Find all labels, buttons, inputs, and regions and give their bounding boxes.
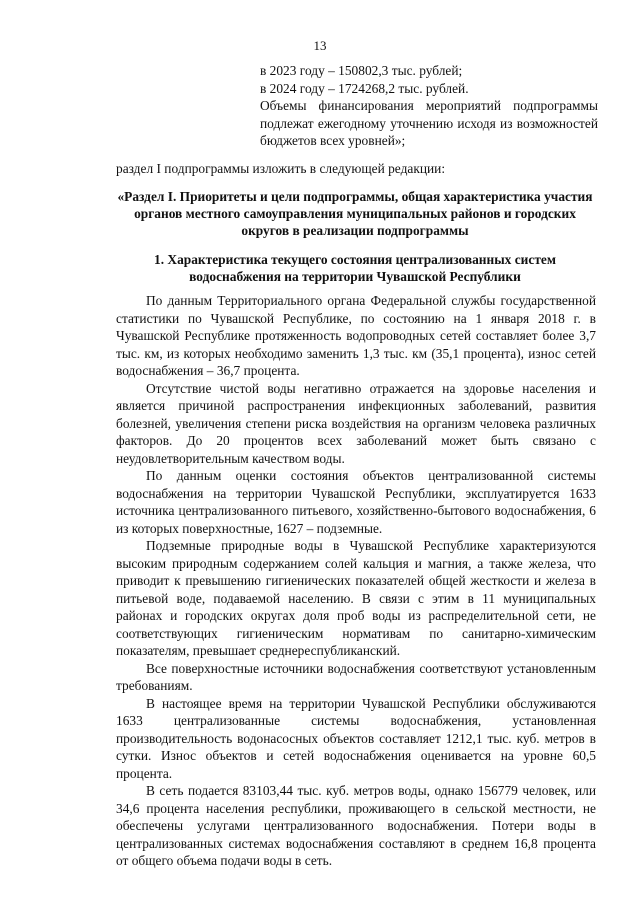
financing-note: Объемы финансирования мероприятий подпрограммы подлежат ежегодному уточнению исходя из возможностей бюджетов всех уровней»; xyxy=(260,98,598,148)
paragraph-1: По данным Территориального органа Федеральной службы государственной статистики по Чувашской Республике, по состоянию на 1 января 2018 г. в Чувашской Республике протяженность водопроводных сетей составляет более 3,7 тыс. км, из которых необходимо заменить 1,3 тыс. км (35,1 процента), износ сетей водоснабжения – 36,7 процента. xyxy=(116,293,596,378)
subsection-title: 1. Характеристика текущего состояния централизованных систем водоснабжения на территории Чувашской Республики xyxy=(154,252,556,284)
intro-instruction: раздел I подпрограммы изложить в следующей редакции: xyxy=(116,161,446,176)
paragraph-5: Все поверхностные источники водоснабжения соответствуют установленным требованиям. xyxy=(116,660,596,693)
body-text xyxy=(116,292,596,870)
paragraph-3: По данным оценки состояния объектов централизованной системы водоснабжения на территории Чувашской Республики, эксплуатируется 1633 источника централизованного питьевого, хозяйственно-бытового водоснабжения, 6 из которых поверхностные, 1627 – подземные. xyxy=(116,468,596,536)
financing-line-2023: в 2023 году – 150802,3 тыс. рублей; xyxy=(260,63,463,78)
paragraph-2: Отсутствие чистой воды негативно отражается на здоровье населения и является причиной распространения инфекционных заболеваний, развития болезней, увеличения степени риска воздействия на организм человека различных факторов. До 20 процентов всех заболеваний может быть связано с неудовлетворительным качеством воды. xyxy=(116,380,596,466)
paragraph-7: В сеть подается 83103,44 тыс. куб. метров воды, однако 156779 человек, или 34,6 процента населения республики, проживающего в сельской местности, не обеспечены услугами централизованного водоснабжения. Потери воды в централизованных системах водоснабжения составляют в среднем 16,8 процента от общего объема подачи воды в сеть. xyxy=(116,783,596,868)
financing-line-2024: в 2024 году – 1724268,2 тыс. рублей. xyxy=(260,80,469,96)
section-title: «Раздел I. Приоритеты и цели подпрограммы, общая характеристика участия органов местного самоуправления муниципальных районов и городских округов в реализации подпрограммы xyxy=(117,189,593,238)
financing-continuation xyxy=(260,62,598,150)
paragraph-4: Подземные природные воды в Чувашской Республике характеризуются высоким природным содержанием солей кальция и магния, а также железа, что приводит к превышению гигиенических показателей общей жесткости и железа в питьевой воде, подаваемой населению. В связи с этим в 11 муниципальных районах и городских округах доля проб воды из распределительной сети, не соответствующих гигиеническим нормативам по санитарно-химическим показателям, превышает среднереспубликанский. xyxy=(116,538,596,658)
page-number: 13 xyxy=(313,38,327,53)
paragraph-6: В настоящее время на территории Чувашской Республики обслуживаются 1633 централизованные системы водоснабжения, установленная производительность водонасосных объектов составляет 1212,1 тыс. куб. метров в сутки. Износ объектов и сетей водоснабжения оценивается на уровне 60,5 процента. xyxy=(116,695,596,781)
